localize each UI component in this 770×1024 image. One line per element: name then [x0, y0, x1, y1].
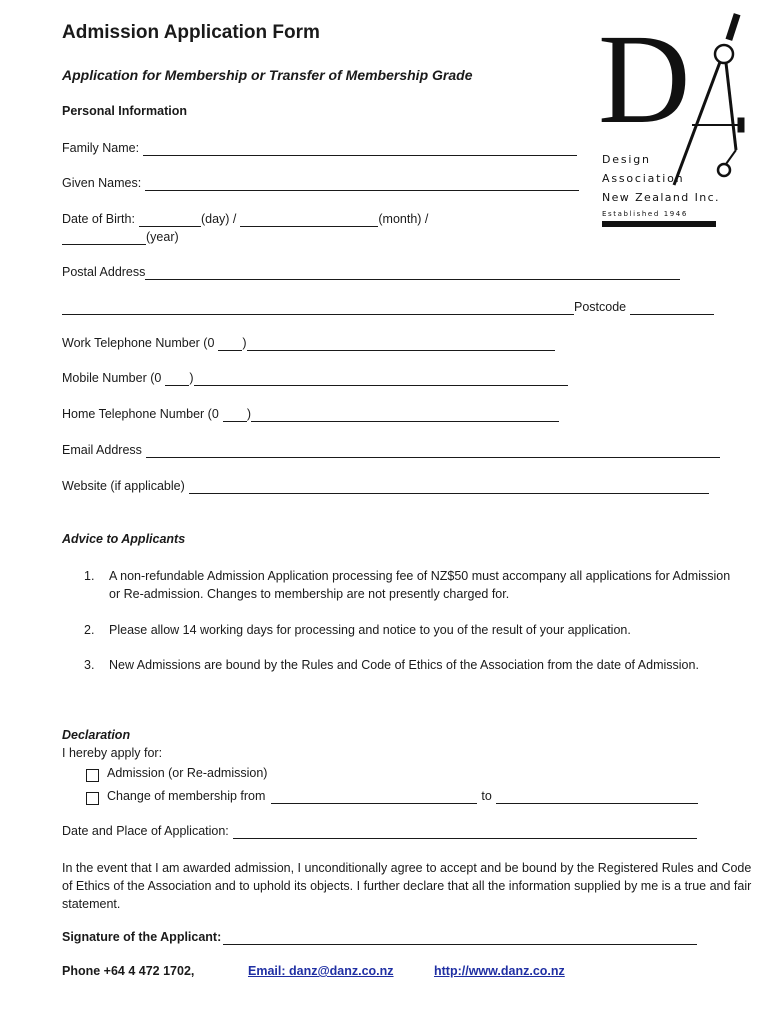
danz-logo: [596, 10, 756, 232]
label-website: Website (if applicable): [62, 479, 185, 493]
admission-checkbox[interactable]: [86, 769, 99, 782]
label-home-paren: ): [246, 407, 251, 421]
change-membership-checkbox[interactable]: [86, 792, 99, 805]
website-field[interactable]: [189, 479, 709, 494]
label-mobile-paren: ): [189, 371, 194, 385]
label-email: Email Address: [62, 443, 142, 457]
advice-item: [84, 567, 737, 603]
logo-bar: [602, 221, 716, 227]
row-signature: [62, 930, 697, 945]
advice-item: [84, 656, 719, 674]
work-phone-area-field[interactable]: [218, 336, 242, 351]
label-postcode: Postcode: [574, 300, 627, 314]
membership-to-field[interactable]: [496, 789, 698, 804]
admission-label: Admission (or Re-admission): [107, 766, 268, 780]
declaration-statement: In the event that I am awarded admission, I unconditionally agree to accept and be bound by the Registered Rules and Code of Ethics of the Association and to uphold its objects. I further declare that all the information supplied by me is a true and fair statement.: [62, 861, 752, 911]
family-name-field[interactable]: [143, 141, 577, 156]
label-home-phone: Home Telephone Number (0: [62, 407, 219, 421]
advice-item-text: Please allow 14 working days for processing and notice to you of the result of your application.: [109, 623, 631, 637]
to-label: to: [481, 789, 492, 803]
logo-line-established: Established 1946: [602, 210, 688, 218]
row-home-phone: [62, 407, 559, 422]
row-email: [62, 443, 720, 458]
declaration-heading: Declaration: [62, 728, 131, 742]
section-heading-personal: Personal Information: [62, 104, 188, 118]
row-given-names: [62, 176, 579, 191]
mobile-field[interactable]: [194, 371, 568, 386]
page-title: Admission Application Form: [62, 22, 320, 43]
label-dob-day: (day) /: [200, 212, 237, 226]
postcode-field[interactable]: [630, 300, 714, 315]
dob-month-field[interactable]: [240, 212, 378, 227]
label-dob-year: (year): [146, 230, 179, 244]
email-field[interactable]: [146, 443, 720, 458]
row-postal-2: [62, 300, 714, 315]
date-place-field[interactable]: [233, 824, 697, 839]
logo-line-design: Design: [602, 153, 651, 166]
label-dob-month: (month) /: [378, 212, 429, 226]
mobile-area-field[interactable]: [165, 371, 189, 386]
option-change: [86, 789, 698, 804]
apply-for-label: I hereby apply for:: [62, 746, 163, 760]
label-family-name: Family Name:: [62, 141, 140, 155]
home-phone-area-field[interactable]: [223, 407, 247, 422]
label-work-phone: Work Telephone Number (0: [62, 336, 215, 350]
row-postal: [62, 265, 680, 280]
advice-item-text: A non-refundable Admission Application processing fee of NZ$50 must accompany all applications for Admission or Re-admission. Changes to membership are not presently charged for.: [109, 569, 731, 601]
logo-line-nz: New Zealand Inc.: [602, 191, 720, 204]
footer-phone: Phone +64 4 472 1702,: [62, 964, 195, 978]
work-phone-field[interactable]: [247, 336, 555, 351]
logo-letter: D: [598, 10, 691, 150]
option-admission: [86, 766, 267, 781]
dob-year-field[interactable]: [62, 230, 146, 245]
signature-label: Signature of the Applicant:: [62, 930, 222, 944]
label-mobile: Mobile Number (0: [62, 371, 162, 385]
postal-address-field-2[interactable]: [62, 300, 574, 315]
row-dob-year: [62, 230, 179, 245]
home-phone-field[interactable]: [251, 407, 559, 422]
label-given-names: Given Names:: [62, 176, 142, 190]
advice-item-number: 1.: [84, 569, 95, 583]
label-work-paren: ): [242, 336, 247, 350]
advice-item: [84, 621, 737, 639]
footer-website-link[interactable]: http://www.danz.co.nz: [434, 964, 565, 978]
given-names-field[interactable]: [145, 176, 579, 191]
page-subtitle: Application for Membership or Transfer of Membership Grade: [62, 67, 473, 83]
label-postal: Postal Address: [62, 265, 146, 279]
advice-heading: Advice to Applicants: [62, 532, 186, 546]
row-dob: [62, 212, 428, 227]
postal-address-field[interactable]: [145, 265, 680, 280]
dob-day-field[interactable]: [139, 212, 201, 227]
footer-email-link[interactable]: Email: danz@danz.co.nz: [248, 964, 394, 978]
row-website: [62, 479, 709, 494]
advice-item-number: 3.: [84, 658, 95, 672]
row-mobile: [62, 371, 568, 386]
advice-item-number: 2.: [84, 623, 95, 637]
row-date-place: [62, 824, 697, 839]
label-dob: Date of Birth:: [62, 212, 135, 226]
signature-field[interactable]: [223, 930, 697, 945]
logo-line-association: Association: [602, 172, 685, 185]
row-work-phone: [62, 336, 555, 351]
membership-from-field[interactable]: [271, 789, 477, 804]
row-family-name: [62, 141, 577, 156]
date-place-label: Date and Place of Application:: [62, 824, 229, 838]
advice-item-text: New Admissions are bound by the Rules and Code of Ethics of the Association from the date of Admission.: [109, 658, 699, 672]
change-membership-label: Change of membership from: [107, 789, 266, 803]
